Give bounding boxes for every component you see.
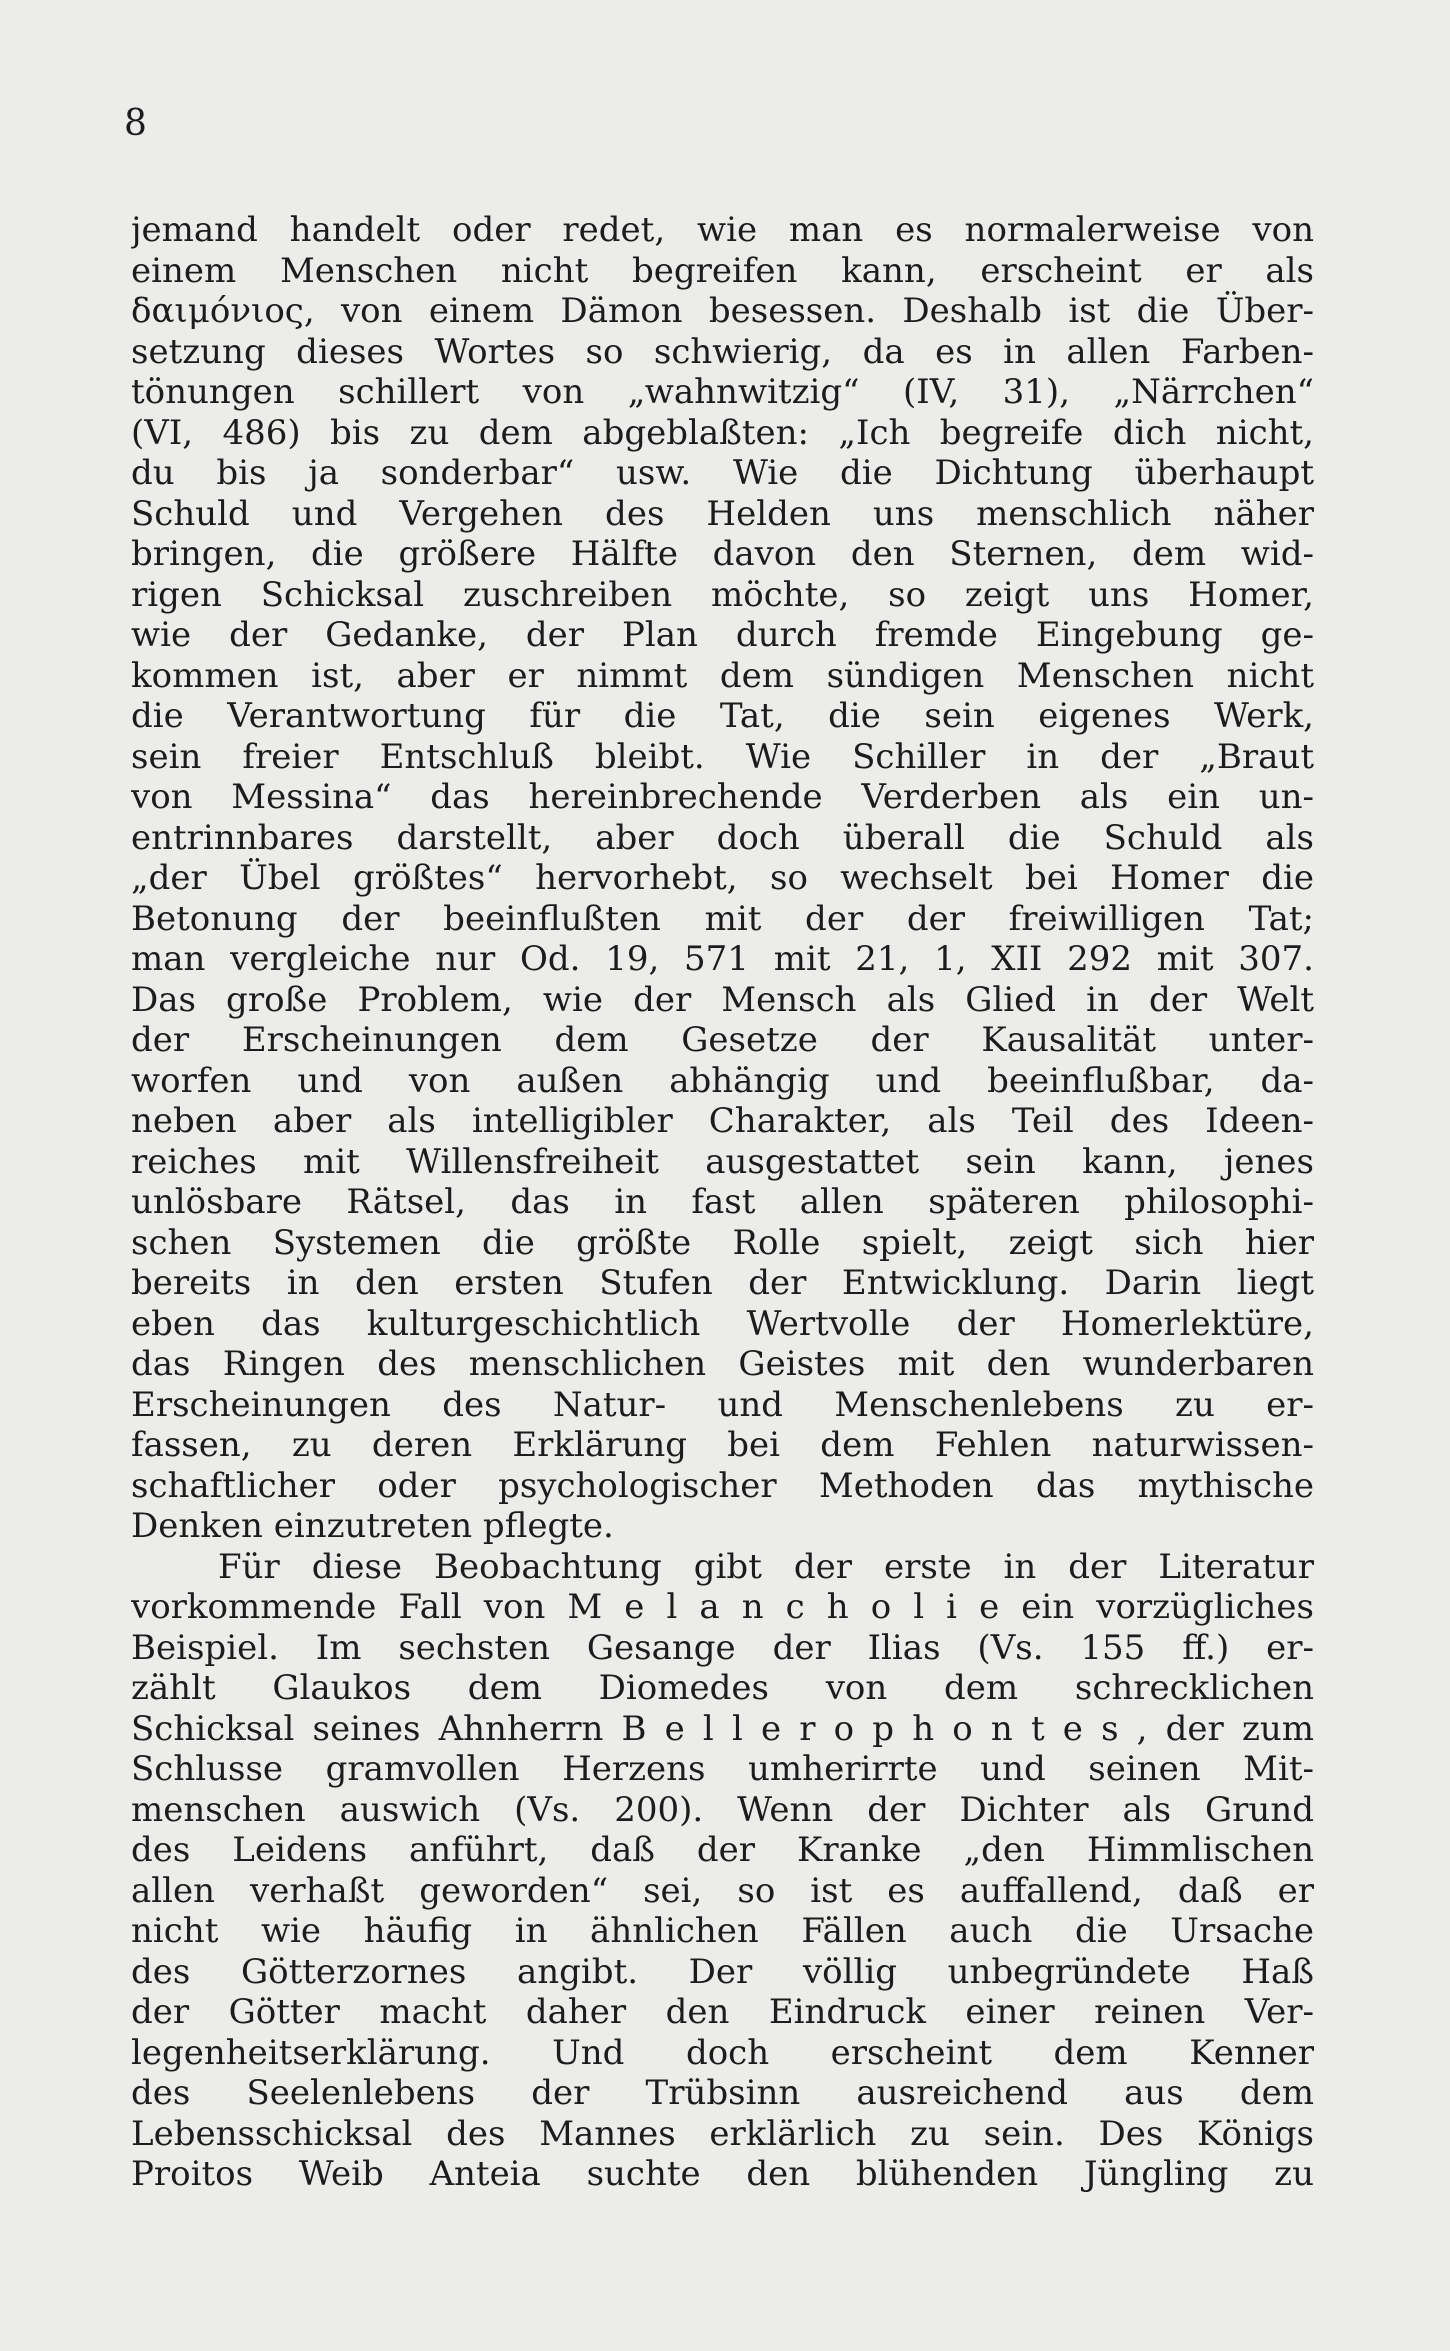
text-line: (VI, 486) bis zu dem abgeblaßten: „Ich begreife dich nicht, bbox=[131, 412, 1314, 453]
text-line: bereits in den ersten Stufen der Entwicklung. Darin liegt bbox=[131, 1263, 1314, 1303]
text-line: tönungen schillert von „wahnwitzig“ (IV, 31), „Närrchen“ bbox=[131, 372, 1314, 412]
paragraph-2 bbox=[131, 1547, 1314, 2195]
text-line: nicht wie häufig in ähnlichen Fällen auch die Ursache bbox=[131, 1911, 1314, 1951]
text-line: kommen ist, aber er nimmt dem sündigen Menschen nicht bbox=[131, 655, 1314, 696]
text-line: der Götter macht daher den Eindruck einer reinen Ver- bbox=[131, 1992, 1314, 2032]
text-line: legenheitserklärung. Und doch erscheint dem Kenner bbox=[131, 2032, 1314, 2073]
text-line: des Seelenlebens der Trübsinn ausreichend aus dem bbox=[131, 2073, 1314, 2113]
text-line: schaftlicher oder psychologischer Methoden das mythische bbox=[131, 1465, 1314, 1506]
text-line: jemand handelt oder redet, wie man es normalerweise von bbox=[131, 210, 1314, 250]
text-line: das Ringen des menschlichen Geistes mit den wunderbaren bbox=[131, 1344, 1314, 1384]
text-line: Schicksal seines Ahnherrn B e l l e r o p h o n t e s , der zum bbox=[131, 1708, 1314, 1749]
text-line: allen verhaßt geworden“ sei, so ist es auffallend, daß er bbox=[131, 1870, 1314, 1911]
text-line: fassen, zu deren Erklärung bei dem Fehlen naturwissen- bbox=[131, 1425, 1314, 1465]
text-line: sein freier Entschluß bleibt. Wie Schiller in der „Braut bbox=[131, 736, 1314, 777]
text-line: worfen und von außen abhängig und beeinflußbar, da- bbox=[131, 1060, 1314, 1101]
text-line: Lebensschicksal des Mannes erklärlich zu sein. Des Königs bbox=[131, 2113, 1314, 2154]
text-line: Das große Problem, wie der Mensch als Glied in der Welt bbox=[131, 979, 1314, 1020]
text-line: vorkommende Fall von M e l a n c h o l i e ein vorzügliches bbox=[131, 1587, 1314, 1627]
text-line: von Messina“ das hereinbrechende Verderben als ein un- bbox=[131, 777, 1314, 817]
text-line: Für diese Beobachtung gibt der erste in der Literatur bbox=[218, 1546, 1314, 1587]
text-line: der Erscheinungen dem Gesetze der Kausalität unter- bbox=[131, 1020, 1314, 1060]
text-line: unlösbare Rätsel, das in fast allen späteren philosophi- bbox=[131, 1182, 1314, 1222]
text-line: rigen Schicksal zuschreiben möchte, so zeigt uns Homer, bbox=[131, 574, 1314, 615]
text-line: Proitos Weib Anteia suchte den blühenden Jüngling zu bbox=[131, 2154, 1314, 2194]
text-line: entrinnbares darstellt, aber doch überall die Schuld als bbox=[131, 817, 1314, 858]
text-line: einem Menschen nicht begreifen kann, erscheint er als bbox=[131, 250, 1314, 291]
text-line: schen Systemen die größte Rolle spielt, zeigt sich hier bbox=[131, 1222, 1314, 1263]
text-line: Beispiel. Im sechsten Gesange der Ilias (Vs. 155 ff.) er- bbox=[131, 1627, 1314, 1668]
text-line: „der Übel größtes“ hervorhebt, so wechselt bei Homer die bbox=[131, 858, 1314, 898]
text-line: wie der Gedanke, der Plan durch fremde Eingebung ge- bbox=[131, 615, 1314, 655]
text-line: menschen auswich (Vs. 200). Wenn der Dichter als Grund bbox=[131, 1789, 1314, 1830]
text-line: Erscheinungen des Natur- und Menschenlebens zu er- bbox=[131, 1384, 1314, 1425]
text-line: setzung dieses Wortes so schwierig, da es in allen Farben- bbox=[131, 331, 1314, 372]
text-line: die Verantwortung für die Tat, die sein eigenes Werk, bbox=[131, 696, 1314, 736]
text-line: du bis ja sonderbar“ usw. Wie die Dichtung überhaupt bbox=[131, 453, 1314, 493]
text-line: δαιμόνιος, von einem Dämon besessen. Deshalb ist die Über- bbox=[131, 291, 1314, 331]
text-line: Betonung der beeinflußten mit der der freiwilligen Tat; bbox=[131, 898, 1314, 939]
text-line: des Leidens anführt, daß der Kranke „den Himmlischen bbox=[131, 1830, 1314, 1870]
text-line: neben aber als intelligibler Charakter, als Teil des Ideen- bbox=[131, 1101, 1314, 1141]
text-line: Denken einzutreten pflegte. bbox=[131, 1506, 614, 1546]
text-line: man vergleiche nur Od. 19, 571 mit 21, 1, XII 292 mit 307. bbox=[131, 939, 1314, 979]
paragraph-1 bbox=[131, 210, 1314, 1547]
text-line: Schuld und Vergehen des Helden uns menschlich näher bbox=[131, 493, 1314, 534]
text-line: bringen, die größere Hälfte davon den Sternen, dem wid- bbox=[131, 534, 1314, 574]
text-line: Schlusse gramvollen Herzens umherirrte und seinen Mit- bbox=[131, 1749, 1314, 1789]
text-line: des Götterzornes angibt. Der völlig unbegründete Haß bbox=[131, 1951, 1314, 1992]
text-line: reiches mit Willensfreiheit ausgestattet sein kann, jenes bbox=[131, 1141, 1314, 1182]
page-number: 8 bbox=[124, 103, 147, 144]
text-line: eben das kulturgeschichtlich Wertvolle der Homerlektüre, bbox=[131, 1303, 1314, 1344]
text-line: zählt Glaukos dem Diomedes von dem schrecklichen bbox=[131, 1668, 1314, 1708]
body-text bbox=[131, 210, 1314, 2195]
